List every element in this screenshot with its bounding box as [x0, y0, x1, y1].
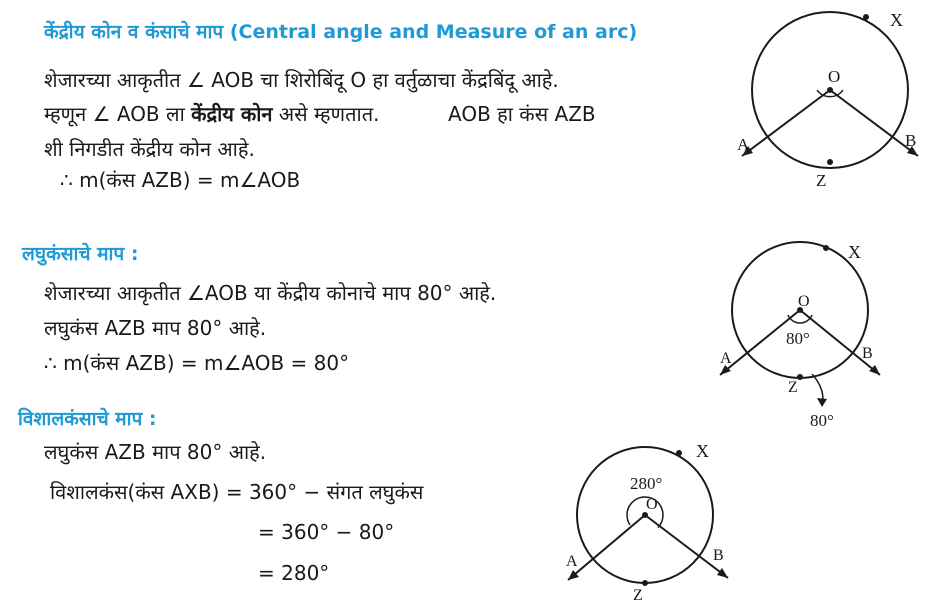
label-arc-2: 80° [810, 411, 834, 430]
section3-line4: = 280° [258, 561, 330, 585]
section3-heading: विशालकंसाचे माप : [18, 408, 157, 430]
section3-line2: विशालकंस(कंस AXB) = 360° − संगत लघुकंस [50, 480, 424, 504]
point-x-dot-3 [676, 450, 682, 456]
label-z-1: Z [816, 171, 827, 190]
section2-line1: शेजारच्या आकृतीत ∠AOB या केंद्रीय कोनाचे माप 80° आहे. [44, 281, 497, 305]
label-z-3: Z [633, 587, 643, 604]
arrowhead-b-3 [717, 568, 728, 578]
section1-line2-end: AOB हा कंस AZB [448, 102, 596, 126]
label-b-2: B [862, 345, 873, 362]
label-a-2: A [720, 350, 732, 367]
label-x-1: X [890, 10, 903, 30]
section3-line1: लघुकंस AZB माप 80° आहे. [44, 440, 267, 464]
label-x-3: X [696, 441, 709, 461]
label-b-3: B [713, 547, 724, 564]
label-b-1: B [905, 131, 917, 150]
point-z-dot-3 [642, 580, 648, 586]
section3-line3: = 360° − 80° [258, 520, 395, 544]
label-o-2: O [798, 293, 810, 310]
central-angle-term: केंद्रीय कोन [191, 102, 273, 126]
section1-line2-start: म्हणून ∠ AOB ला [44, 102, 192, 126]
label-angle-3: 280° [630, 474, 663, 493]
section1-heading: केंद्रीय कोन व कंसाचे माप (Central angle and Measure of an arc) [44, 21, 638, 43]
section2-formula: ∴ m(कंस AZB) = m∠AOB = 80° [44, 351, 350, 375]
label-angle-2: 80° [786, 329, 810, 348]
section2-line2: लघुकंस AZB माप 80° आहे. [44, 316, 267, 340]
label-o-1: O [828, 67, 841, 86]
label-z-2: Z [788, 379, 798, 396]
section1-line1: शेजारच्या आकृतीत ∠ AOB चा शिरोबिंदू O हा वर्तुळाचा केंद्रबिंदू आहे. [44, 68, 559, 92]
section1-line3: शी निगडीत केंद्रीय कोन आहे. [44, 137, 255, 161]
section1-line2-mid: असे म्हणतात. [272, 102, 380, 126]
label-x-2: X [848, 242, 861, 262]
label-a-3: A [566, 553, 578, 570]
section1-formula: ∴ m(कंस AZB) = m∠AOB [60, 168, 301, 192]
section2-heading: लघुकंसाचे माप : [22, 243, 139, 265]
label-a-1: A [737, 135, 750, 154]
label-o-3: O [646, 496, 658, 513]
